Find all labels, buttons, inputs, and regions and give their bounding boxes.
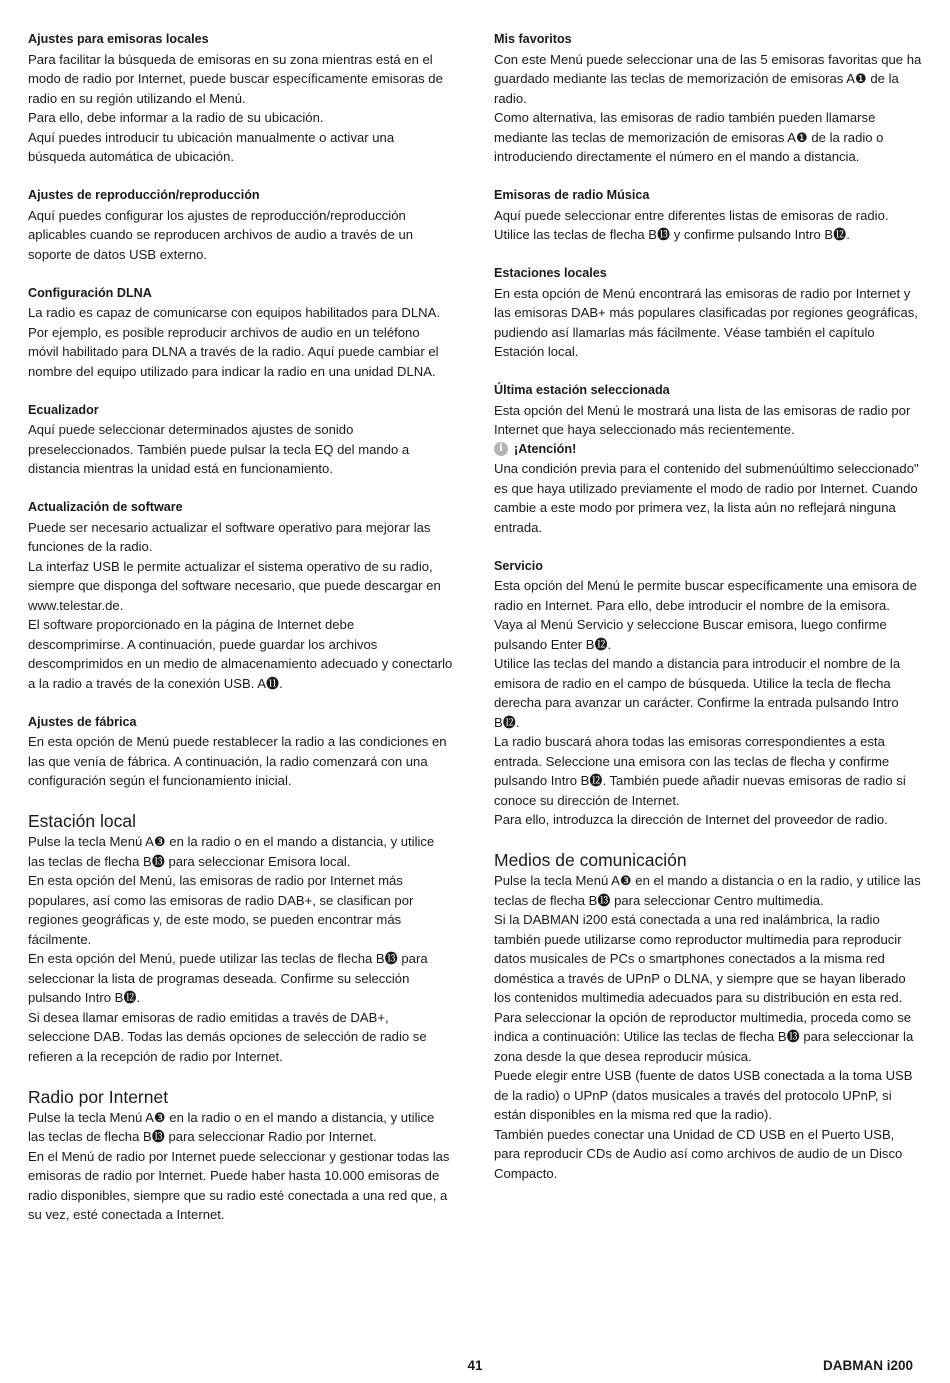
paragraph: Como alternativa, las emisoras de radio también pueden llamarse mediante las teclas de memorización de emisoras A❶ de la radio o introduciendo directamente el número en el mando a distancia. <box>494 110 884 164</box>
section-mis-favoritos <box>494 30 924 167</box>
section-heading: Actualización de software <box>28 500 183 514</box>
section-estaciones-locales <box>494 264 924 362</box>
section-ecualizador <box>28 401 453 479</box>
section-actualizacion-de-software <box>28 498 453 693</box>
section-ajustes-para-emisoras-locales <box>28 30 453 167</box>
paragraph: Aquí puedes configurar los ajustes de reproducción/reproducción aplicables cuando se reproducen archivos de audio a través de un soporte de datos USB externo. <box>28 207 414 262</box>
section-configuracion-dlna <box>28 284 453 382</box>
paragraph: En esta opción de Menú encontrará las emisoras de radio por Internet y las emisoras DAB+ más populares clasificadas por regiones geográficas, pudiendo así llamarlas más fácilmente. Véase también el capítulo Estación local. <box>494 285 918 359</box>
section-ultima-estacion-seleccionada <box>494 381 924 537</box>
paragraph: En el Menú de radio por Internet puede seleccionar y gestionar todas las emisoras de radio por Internet. Puede haber hasta 10.000 emisoras de radio disponibles, siempre que su radio esté conectada a una red que, a su vez, esté conectada a Internet. <box>28 1148 450 1222</box>
paragraph: Pulse la tecla Menú A❸ en la radio o en el mando a distancia, y utilice las teclas de flecha B⓭ para seleccionar Emisora local. <box>28 834 435 869</box>
paragraph: Para facilitar la búsqueda de emisoras en su zona mientras está en el modo de radio por Internet, puede buscar específicamente emisoras de radio en su región utilizando el Menú. <box>28 51 443 106</box>
section-heading: Estación local <box>28 811 136 831</box>
paragraph: El software proporcionado en la página de Internet debe descomprimirse. A continuación, puede guardar los archivos descomprimidos en un medio de almacenamiento adecuado y conectarlo a la radio a través de la conexión USB. A⓫. <box>28 617 453 691</box>
section-servicio <box>494 557 924 830</box>
section-medios-de-comunicacion <box>494 849 924 1183</box>
paragraph: En esta opción de Menú puede restablecer la radio a las condiciones en las que venía de fábrica. A continuación, la radio comenzará con una configuración según el funcionamiento inicial. <box>28 734 447 788</box>
paragraph: En esta opción del Menú, puede utilizar las teclas de flecha B⓭ para seleccionar la lista de programas deseada. Confirme su selección pulsando Intro B⓬. <box>28 951 428 1005</box>
paragraph: También puedes conectar una Unidad de CD USB en el Puerto USB, para reproducir CDs de Audio así como archivos de audio de un Disco Compacto. <box>494 1126 903 1181</box>
section-heading: Mis favoritos <box>494 32 572 46</box>
paragraph: Aquí puede seleccionar determinados ajustes de sonido preseleccionados. También puede pulsar la tecla EQ del mando a distancia mientras la unidad está en funcionamiento. <box>28 422 410 476</box>
right-column <box>494 30 924 1203</box>
left-column <box>28 30 453 1244</box>
section-heading: Ajustes de reproducción/reproducción <box>28 188 260 202</box>
paragraph: Vaya al Menú Servicio y seleccione Buscar emisora, luego confirme pulsando Enter B⓬. <box>494 617 887 652</box>
section-heading: Última estación seleccionada <box>494 383 670 397</box>
section-heading: Estaciones locales <box>494 266 607 280</box>
paragraph: Pulse la tecla Menú A❸ en el mando a distancia o en la radio, y utilice las teclas de flecha B⓭ para seleccionar Centro multimedia. <box>494 873 921 908</box>
section-emisoras-de-radio-musica <box>494 186 924 245</box>
paragraph: Aquí puedes introducir tu ubicación manualmente o activar una búsqueda automática de ubicación. <box>28 129 395 164</box>
attention-label: ¡Atención! <box>514 441 577 456</box>
paragraph: Con este Menú puede seleccionar una de las 5 emisoras favoritas que ha guardado mediante las teclas de memorización de emisoras A❶ de la radio. <box>494 51 922 106</box>
note-paragraph: Una condición previa para el contenido del submenúúltimo seleccionado" es que haya utilizado previamente el modo de radio por Internet. Cuando cambie a este modo por primera vez, la lista aún no reflejará ninguna entrada. <box>494 461 919 535</box>
paragraph: Para ello, introduzca la dirección de Internet del proveedor de radio. <box>494 812 888 827</box>
paragraph: Para ello, debe informar a la radio de su ubicación. <box>28 110 324 125</box>
section-ajustes-de-fabrica <box>28 713 453 791</box>
section-heading: Radio por Internet <box>28 1086 169 1107</box>
paragraph: Esta opción del Menú le mostrará una lista de las emisoras de radio por Internet que haya seleccionado más recientemente. <box>494 402 911 437</box>
section-heading: Ajustes para emisoras locales <box>28 32 209 46</box>
attention-note <box>494 440 924 460</box>
section-heading: Servicio <box>494 558 544 573</box>
section-heading: Ajustes de fábrica <box>28 714 137 729</box>
section-heading: Emisoras de radio Música <box>494 188 650 202</box>
section-estacion-local <box>28 810 453 1066</box>
section-heading: Configuración DLNA <box>28 285 152 300</box>
paragraph: Si la DABMAN i200 está conectada a una red inalámbrica, la radio también puede utilizarse como reproductor multimedia para reproducir datos musicales de PCs o smartphones conectados a la misma red doméstica a través de UPnP o DLNA, y siempre que se hayan liberado los contenidos multimedia adecuados para su distribución en esta red. Para seleccionar la opción de reproductor multimedia, proceda como se indica a continuación: Utilice las teclas de flecha B⓭ para seleccionar la zona desde la que desea reproducir música. <box>494 912 914 1064</box>
section-radio-por-internet <box>28 1086 453 1225</box>
page-number: 41 <box>467 1358 483 1373</box>
paragraph: Esta opción del Menú le permite buscar específicamente una emisora de radio en Internet. Para ello, debe introducir el nombre de la emisora. <box>494 578 917 613</box>
product-name: DABMAN i200 <box>822 1358 913 1373</box>
section-heading: Medios de comunicación <box>494 850 687 870</box>
paragraph: Aquí puede seleccionar entre diferentes listas de emisoras de radio. Utilice las teclas de flecha B⓭ y confirme pulsando Intro B⓬. <box>494 207 889 242</box>
paragraph: Si desea llamar emisoras de radio emitidas a través de DAB+, seleccione DAB. Todas las demás opciones de selección de radio se refieren a la recepción de radio por Internet. <box>28 1009 427 1064</box>
paragraph: Puede ser necesario actualizar el software operativo para mejorar las funciones de la radio. <box>28 519 431 554</box>
section-heading: Ecualizador <box>28 402 99 417</box>
paragraph: La radio es capaz de comunicarse con equipos habilitados para DLNA. Por ejemplo, es posible reproducir archivos de audio en un teléfono móvil habilitado para DLNA a través de la radio. Aquí puede cambiar el nombre del equipo utilizado para indicar la radio en una unidad DLNA. <box>28 305 440 379</box>
section-ajustes-de-reproduccion-reproduccion <box>28 186 453 264</box>
info-icon: i <box>494 442 508 456</box>
paragraph: Puede elegir entre USB (fuente de datos USB conectada a la toma USB de la radio) o UPnP (datos musicales a través del protocolo UPnP, si están disponibles en la misma red que la radio). <box>494 1068 913 1122</box>
paragraph: Utilice las teclas del mando a distancia para introducir el nombre de la emisora de radio en el campo de búsqueda. Utilice la tecla de flecha derecha para avanzar un carácter. Confirme la entrada pulsando Intro B⓬. <box>494 656 901 730</box>
paragraph: La radio buscará ahora todas las emisoras correspondientes a esta entrada. Seleccione una emisora con las teclas de flecha y confirme pulsando Intro B⓬. También puede añadir nuevas emisoras de radio si conoce su dirección de Internet. <box>494 734 906 808</box>
paragraph: La interfaz USB le permite actualizar el sistema operativo de su radio, siempre que disponga del software necesario, que puede descargar en www.telestar.de. <box>28 558 441 613</box>
paragraph: Pulse la tecla Menú A❸ en la radio o en el mando a distancia, y utilice las teclas de flecha B⓭ para seleccionar Radio por Internet. <box>28 1109 435 1144</box>
paragraph: En esta opción del Menú, las emisoras de radio por Internet más populares, así como las emisoras de radio DAB+, se clasifican por regiones geográficas y, de este modo, se pueden encontrar más fácilmente. <box>28 873 414 947</box>
